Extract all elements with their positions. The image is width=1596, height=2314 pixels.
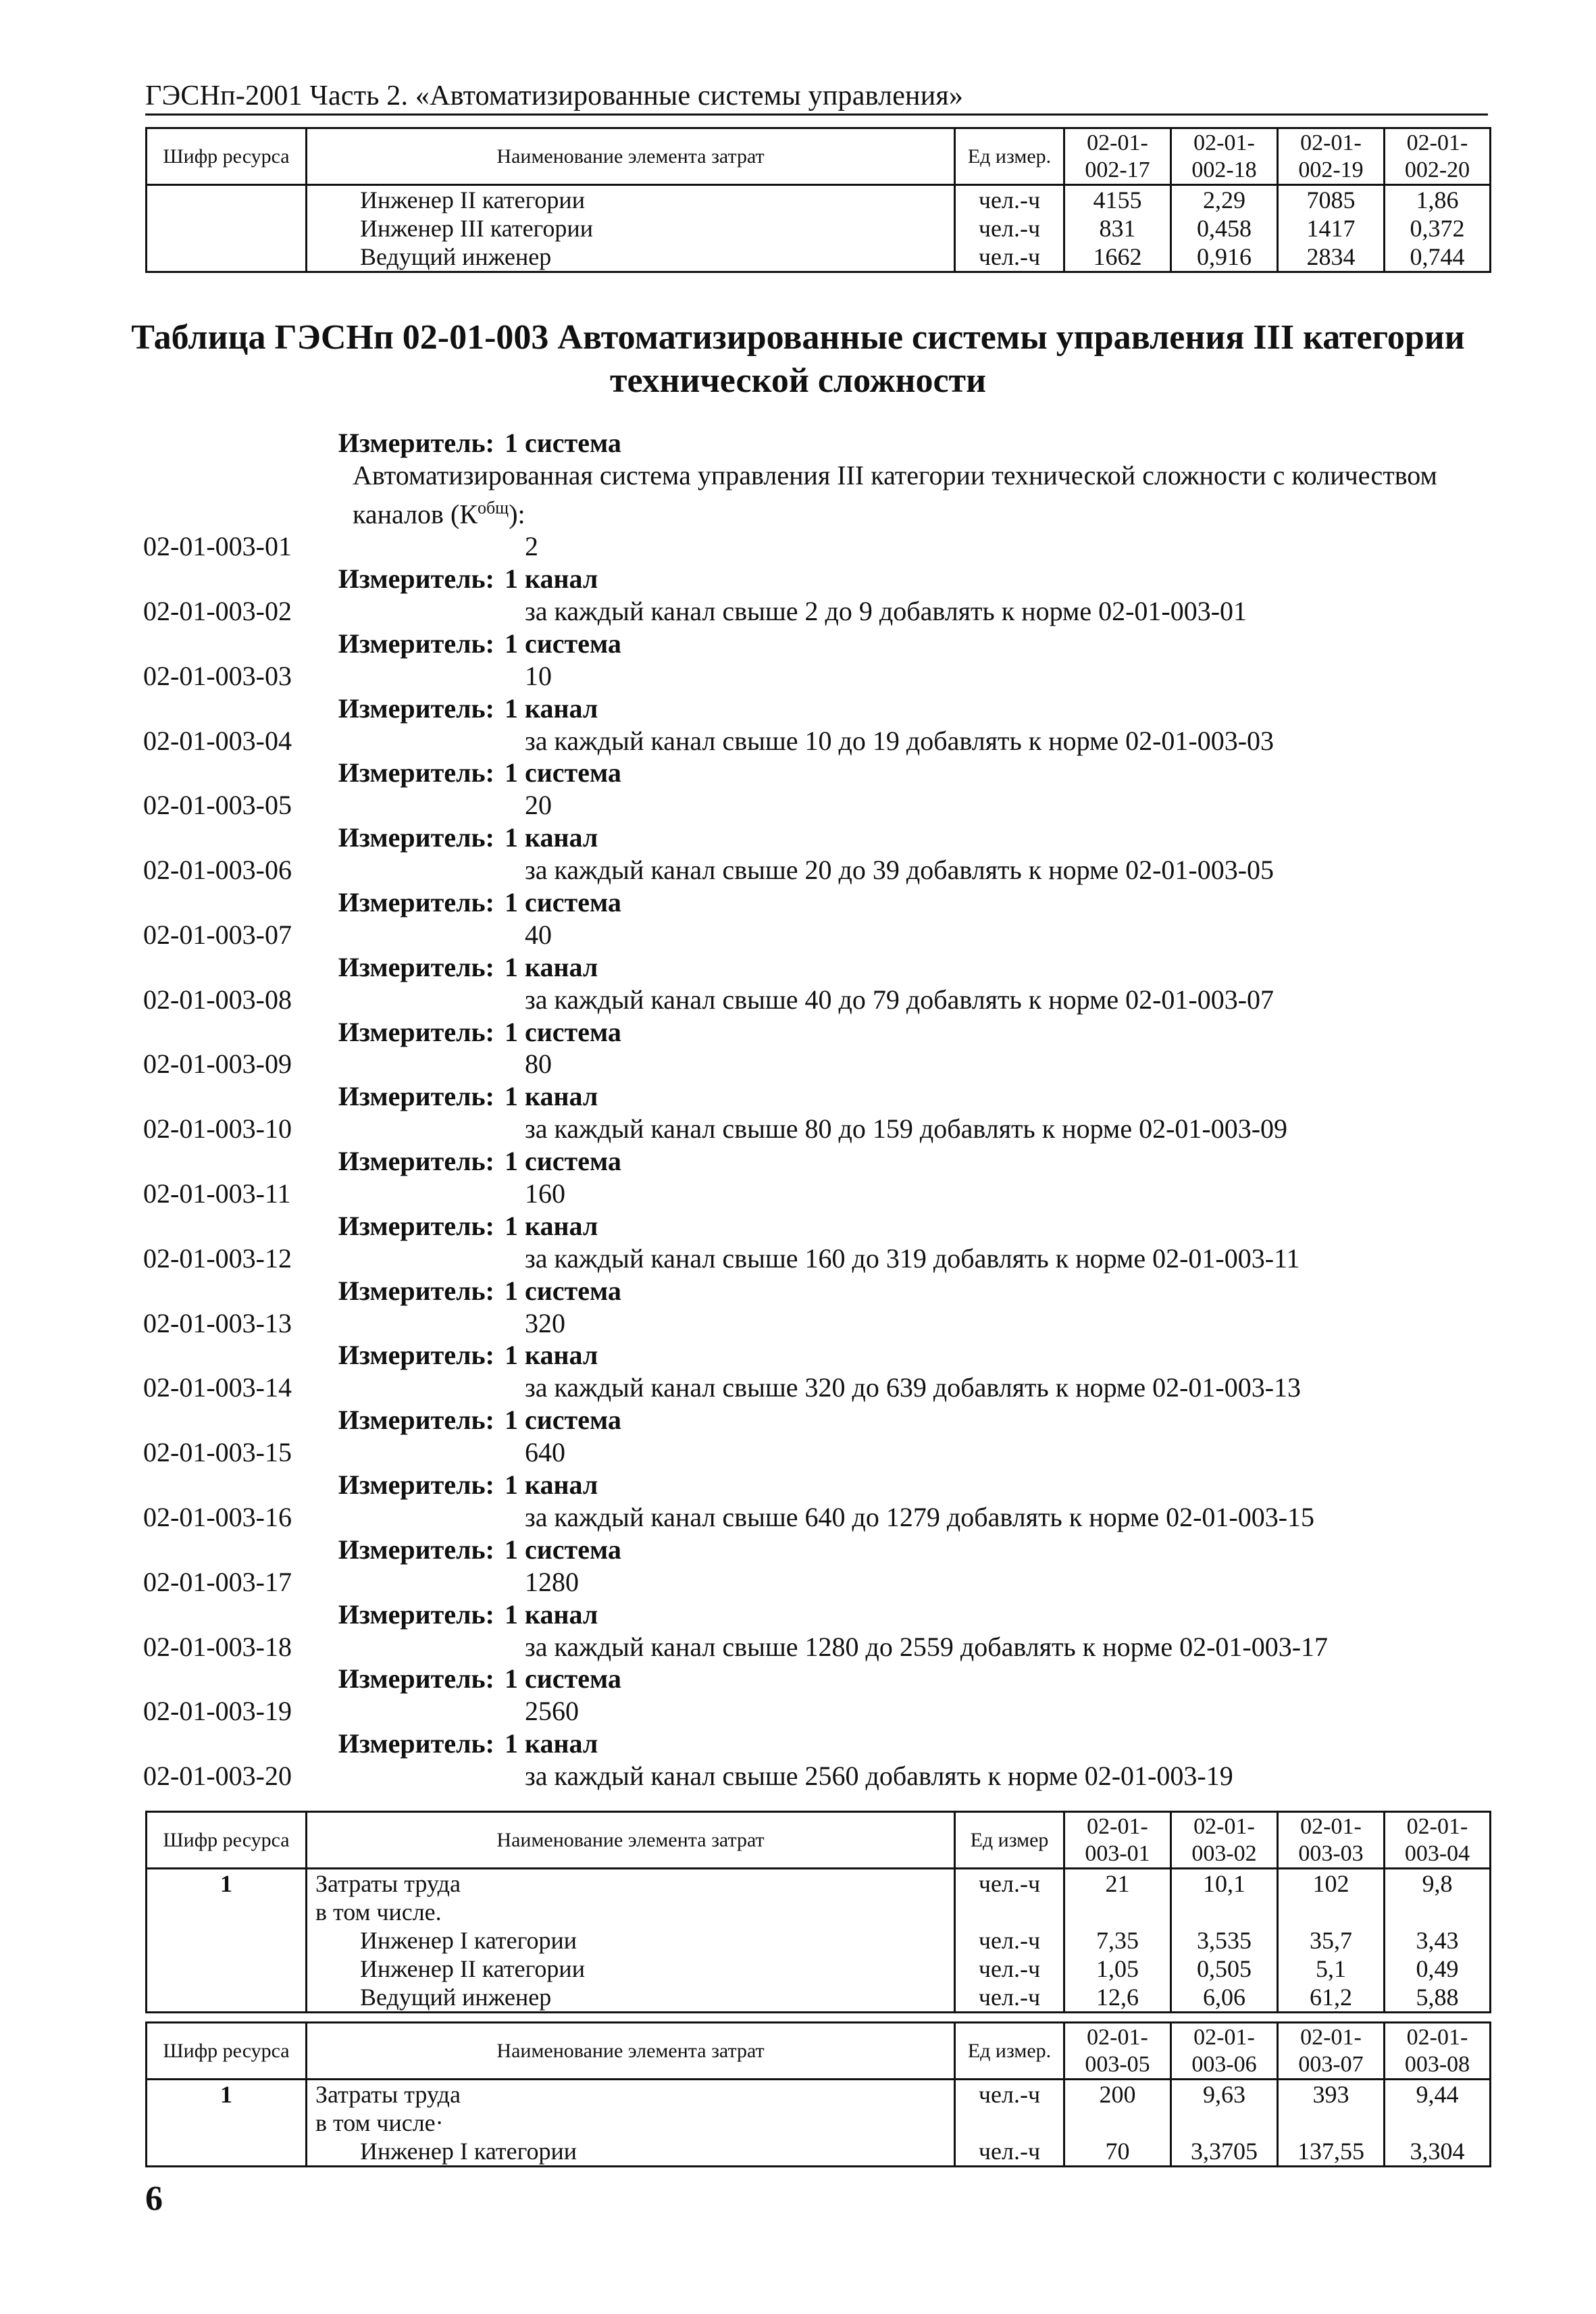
row-name: Затраты труда <box>315 1870 461 1897</box>
norm-row <box>143 984 1508 1016</box>
meter-label: Измеритель: <box>338 1663 494 1694</box>
meter-label: Измеритель: <box>338 1081 494 1112</box>
section-title-line-2: технической сложности <box>609 361 987 400</box>
row-value <box>1279 2109 1383 2137</box>
meter-label: Измеритель: <box>338 757 494 788</box>
meter-row <box>143 1534 1508 1566</box>
row-value: 1,86 <box>1416 186 1459 213</box>
norm-channel-count: 640 <box>525 1437 565 1468</box>
meter-label: Измеритель: <box>338 1469 494 1501</box>
row-name: Инженер I категории <box>360 1927 577 1954</box>
meter-row <box>143 1469 1508 1501</box>
row-unit: чел.-ч <box>978 243 1041 270</box>
row-name: Инженер III категории <box>360 215 593 242</box>
norm-row <box>143 530 1508 563</box>
norm-code: 02-01-003-03 <box>143 660 292 691</box>
col-header-name: Наименование элемента затрат <box>307 2023 955 2080</box>
row-value <box>1172 2109 1277 2137</box>
table-cell-code <box>147 2080 307 2167</box>
norm-code: 02-01-003-13 <box>143 1307 292 1338</box>
row-value: 200 <box>1099 2081 1136 2108</box>
norm-code: 02-01-003-06 <box>143 855 292 886</box>
row-value: 0,505 <box>1197 1955 1252 1982</box>
row-unit <box>956 2109 1063 2137</box>
col-header-unit: Ед измер. <box>955 2023 1064 2080</box>
row-value: 3,535 <box>1197 1927 1252 1954</box>
norm-code: 02-01-003-02 <box>143 596 292 626</box>
table-cell-values-2 <box>1171 1869 1278 2013</box>
row-value: 70 <box>1105 2138 1130 2165</box>
row-value: 9,8 <box>1422 1870 1453 1897</box>
norm-channel-count: 320 <box>525 1307 565 1338</box>
row-value: 0,744 <box>1410 243 1465 270</box>
norm-code: 02-01-003-07 <box>143 919 292 950</box>
meter-label: Измеритель: <box>338 1599 494 1630</box>
row-value: 137,55 <box>1297 2138 1364 2165</box>
meter-label: Измеритель: <box>338 1016 494 1047</box>
meter-value: 1 канал <box>505 1340 598 1371</box>
meter-row <box>143 757 1508 789</box>
meter-value: 1 система <box>505 1016 621 1047</box>
table-cell-values-4 <box>1385 1869 1491 2013</box>
row-value: 7085 <box>1306 186 1356 213</box>
norm-row <box>143 1436 1508 1469</box>
norm-row <box>143 595 1508 628</box>
row-value: 3,43 <box>1416 1927 1459 1954</box>
norm-channel-count: 2 <box>525 531 538 562</box>
table-cell-units <box>955 185 1064 272</box>
norm-description: за каждый канал свыше 80 до 159 добавлять к норме 02-01-003-09 <box>525 1113 1288 1145</box>
meter-value: 1 канал <box>505 563 598 595</box>
col-header-name: Наименование элемента затрат <box>307 128 955 185</box>
meter-label: Измеритель: <box>338 1534 494 1565</box>
meter-value: 1 система <box>505 757 621 788</box>
table-cell-values-2 <box>1171 2080 1278 2167</box>
row-value: 393 <box>1312 2081 1349 2108</box>
norm-code: 02-01-003-10 <box>143 1113 292 1145</box>
norm-intro-text <box>143 459 1508 530</box>
meter-label: Измеритель: <box>338 1275 494 1306</box>
norm-description: за каждый канал свыше 2 до 9 добавлять к норме 02-01-003-01 <box>525 596 1247 626</box>
meter-value: 1 канал <box>505 951 598 982</box>
norm-row <box>143 1178 1508 1210</box>
norm-code: 02-01-003-18 <box>143 1631 292 1662</box>
meter-row <box>143 1663 1508 1695</box>
table-cell-values-4 <box>1385 2080 1491 2167</box>
meter-row <box>143 427 1508 459</box>
norm-description: за каждый канал свыше 20 до 39 добавлять к норме 02-01-003-05 <box>525 855 1275 886</box>
table-cell-values-1 <box>1064 185 1171 272</box>
meter-value: 1 система <box>505 1405 621 1436</box>
resource-code: 1 <box>220 1870 232 1897</box>
row-value <box>1172 1898 1277 1926</box>
row-value: 6,06 <box>1203 1984 1245 2011</box>
meter-value: 1 канал <box>505 1728 598 1759</box>
meter-value: 1 система <box>505 628 621 659</box>
norm-row <box>143 854 1508 886</box>
col-header-code-2: 02-01- 003-06 <box>1171 2023 1278 2080</box>
norms-list <box>143 427 1508 1792</box>
meter-row <box>143 1728 1508 1760</box>
norm-row <box>143 660 1508 693</box>
section-title-line-1: Таблица ГЭСНп 02-01-003 Автоматизированные системы управления III категории <box>131 318 1465 357</box>
header-rule <box>145 114 1488 116</box>
meter-row <box>143 1275 1508 1307</box>
norm-description: за каждый канал свыше 1280 до 2559 добавлять к норме 02-01-003-17 <box>525 1631 1329 1662</box>
table-cell-code <box>147 185 307 272</box>
norm-code: 02-01-003-14 <box>143 1372 292 1403</box>
meter-value: 1 канал <box>505 1469 598 1501</box>
col-header-code: Шифр ресурса <box>147 128 307 185</box>
table-cell-values-1 <box>1064 1869 1171 2013</box>
resource-table-norms-05-08 <box>145 2021 1491 2167</box>
row-value: 5,1 <box>1316 1955 1346 1982</box>
col-header-code-4: 02-01- 003-04 <box>1385 1812 1491 1869</box>
row-value <box>1065 1898 1170 1926</box>
norm-code: 02-01-003-01 <box>143 531 292 562</box>
norm-row <box>143 1566 1508 1599</box>
row-name: в том числе. <box>315 1898 442 1926</box>
col-header-code-2: 02-01- 002-18 <box>1171 128 1278 185</box>
col-header-name: Наименование элемента затрат <box>307 1812 955 1869</box>
meter-row <box>143 951 1508 984</box>
norm-code: 02-01-003-15 <box>143 1437 292 1468</box>
table-cell-values-3 <box>1278 2080 1385 2167</box>
meter-label: Измеритель: <box>338 628 494 659</box>
meter-label: Измеритель: <box>338 1146 494 1177</box>
meter-label: Измеритель: <box>338 428 494 458</box>
row-value: 9,63 <box>1203 2081 1245 2108</box>
col-header-code: Шифр ресурса <box>147 1812 307 1869</box>
norm-code: 02-01-003-05 <box>143 790 292 821</box>
row-value <box>1279 1898 1383 1926</box>
row-value: 0,458 <box>1197 215 1252 242</box>
row-name: в том числе· <box>315 2109 444 2136</box>
meter-label: Измеритель: <box>338 693 494 724</box>
meter-row <box>143 1080 1508 1113</box>
row-value: 10,1 <box>1203 1870 1245 1897</box>
norm-description: за каждый канал свыше 2560 добавлять к норме 02-01-003-19 <box>525 1761 1233 1792</box>
meter-value: 1 канал <box>505 1210 598 1241</box>
col-header-code-1: 02-01- 003-01 <box>1064 1812 1171 1869</box>
norm-code: 02-01-003-11 <box>143 1178 291 1209</box>
resource-code: 1 <box>220 2081 232 2108</box>
row-unit: чел.-ч <box>978 2081 1041 2108</box>
table-cell-units <box>955 2080 1064 2167</box>
norm-row <box>143 1631 1508 1663</box>
meter-value: 1 канал <box>505 693 598 724</box>
row-unit: чел.-ч <box>978 215 1041 242</box>
meter-row <box>143 1210 1508 1242</box>
meter-value: 1 канал <box>505 1081 598 1112</box>
intro-superscript: общ <box>477 497 509 518</box>
row-value: 35,7 <box>1310 1927 1352 1954</box>
col-header-code-1: 02-01- 002-17 <box>1064 128 1171 185</box>
norm-row <box>143 1372 1508 1404</box>
row-unit: чел.-ч <box>978 186 1041 213</box>
norm-channel-count: 10 <box>525 660 552 691</box>
row-value: 9,44 <box>1416 2081 1459 2108</box>
intro-tail: ): <box>509 499 525 530</box>
row-unit: чел.-ч <box>978 1870 1041 1897</box>
col-header-code-3: 02-01- 003-07 <box>1278 2023 1385 2080</box>
row-value: 1417 <box>1306 215 1356 242</box>
section-title <box>0 316 1596 403</box>
meter-value: 1 система <box>505 1146 621 1177</box>
col-header-unit: Ед измер <box>955 1812 1064 1869</box>
table-cell-values-3 <box>1278 1869 1385 2013</box>
row-value: 12,6 <box>1096 1984 1139 2011</box>
norm-description: за каждый канал свыше 320 до 639 добавлять к норме 02-01-003-13 <box>525 1372 1302 1403</box>
col-header-code: Шифр ресурса <box>147 2023 307 2080</box>
row-value: 61,2 <box>1310 1984 1352 2011</box>
meter-label: Измеритель: <box>338 1210 494 1241</box>
table-cell-values-3 <box>1278 185 1385 272</box>
meter-row <box>143 822 1508 854</box>
row-name: Инженер II категории <box>360 186 585 213</box>
norm-row <box>143 1048 1508 1080</box>
row-value: 1662 <box>1093 243 1142 270</box>
row-value: 2834 <box>1306 243 1356 270</box>
meter-label: Измеритель: <box>338 1405 494 1436</box>
meter-label: Измеритель: <box>338 822 494 853</box>
table-cell-code <box>147 1869 307 2013</box>
row-value: 831 <box>1099 215 1136 242</box>
row-unit: чел.-ч <box>978 2138 1041 2165</box>
col-header-code-3: 02-01- 003-03 <box>1278 1812 1385 1869</box>
norm-code: 02-01-003-17 <box>143 1566 292 1597</box>
col-header-code-4: 02-01- 002-20 <box>1385 128 1491 185</box>
row-name: Ведущий инженер <box>360 243 552 270</box>
table-cell-names <box>307 2080 955 2167</box>
row-value: 7,35 <box>1096 1927 1139 1954</box>
meter-label: Измеритель: <box>338 887 494 918</box>
norm-channel-count: 40 <box>525 919 552 950</box>
row-value <box>1385 2109 1489 2137</box>
norm-code: 02-01-003-08 <box>143 984 292 1015</box>
norm-description: за каждый канал свыше 10 до 19 добавлять к норме 02-01-003-03 <box>525 725 1275 756</box>
norm-row <box>143 919 1508 951</box>
row-value: 0,916 <box>1197 243 1252 270</box>
norm-row <box>143 1307 1508 1340</box>
meter-value: 1 система <box>505 428 621 458</box>
table-cell-values-4 <box>1385 185 1491 272</box>
norm-row <box>143 789 1508 822</box>
row-value <box>1065 2109 1170 2137</box>
row-value: 1,05 <box>1096 1955 1139 1982</box>
norm-row <box>143 1113 1508 1145</box>
row-name: Инженер I категории <box>360 2138 577 2165</box>
row-value: 0,49 <box>1416 1955 1459 1982</box>
meter-row <box>143 1404 1508 1436</box>
row-unit: чел.-ч <box>978 1955 1041 1982</box>
norm-code: 02-01-003-04 <box>143 725 292 756</box>
meter-row <box>143 1339 1508 1372</box>
meter-value: 1 система <box>505 887 621 918</box>
meter-value: 1 система <box>505 1275 621 1306</box>
row-name: Затраты труда <box>315 2081 461 2108</box>
norm-channel-count: 2560 <box>525 1696 579 1727</box>
table-cell-names <box>307 1869 955 2013</box>
norm-code: 02-01-003-09 <box>143 1049 292 1080</box>
meter-value: 1 система <box>505 1534 621 1565</box>
norm-description: за каждый канал свыше 40 до 79 добавлять к норме 02-01-003-07 <box>525 984 1275 1015</box>
meter-row <box>143 628 1508 660</box>
resource-table-top <box>145 127 1491 273</box>
norm-channel-count: 20 <box>525 790 552 821</box>
col-header-code-3: 02-01- 002-19 <box>1278 128 1385 185</box>
meter-value: 1 канал <box>505 1599 598 1630</box>
norm-description: за каждый канал свыше 160 до 319 добавлять к норме 02-01-003-11 <box>525 1242 1300 1274</box>
norm-code: 02-01-003-12 <box>143 1242 292 1274</box>
row-unit: чел.-ч <box>978 1927 1041 1954</box>
meter-label: Измеритель: <box>338 1728 494 1759</box>
row-value: 3,304 <box>1410 2138 1465 2165</box>
row-value: 0,372 <box>1410 215 1465 242</box>
meter-label: Измеритель: <box>338 1340 494 1371</box>
norm-code: 02-01-003-19 <box>143 1696 292 1727</box>
row-unit: чел.-ч <box>978 1984 1041 2011</box>
page-number: 6 <box>145 2180 163 2218</box>
running-header: ГЭСНп-2001 Часть 2. «Автоматизированные системы управления» <box>145 80 964 111</box>
meter-row <box>143 1016 1508 1049</box>
norm-row <box>143 1760 1508 1792</box>
norm-channel-count: 160 <box>525 1178 565 1209</box>
row-value: 3,3705 <box>1191 2138 1258 2165</box>
row-name: Ведущий инженер <box>360 1984 552 2011</box>
row-value <box>1385 1898 1489 1926</box>
table-cell-names <box>307 185 955 272</box>
meter-value: 1 канал <box>505 822 598 853</box>
row-unit <box>956 1898 1063 1926</box>
row-value: 102 <box>1312 1870 1349 1897</box>
intro-main: Автоматизированная система управления III категории технической сложности с количеством каналов (К <box>353 459 1437 530</box>
row-name: Инженер II категории <box>360 1955 585 1982</box>
meter-row <box>143 563 1508 595</box>
col-header-unit: Ед измер. <box>955 128 1064 185</box>
norm-code: 02-01-003-20 <box>143 1761 292 1792</box>
meter-row <box>143 693 1508 725</box>
col-header-code-2: 02-01- 003-02 <box>1171 1812 1278 1869</box>
norm-description: за каждый канал свыше 640 до 1279 добавлять к норме 02-01-003-15 <box>525 1501 1315 1532</box>
row-value: 5,88 <box>1416 1984 1459 2011</box>
table-cell-values-1 <box>1064 2080 1171 2167</box>
norm-channel-count: 1280 <box>525 1566 579 1597</box>
col-header-code-4: 02-01- 003-08 <box>1385 2023 1491 2080</box>
meter-label: Измеритель: <box>338 563 494 595</box>
norm-row <box>143 725 1508 757</box>
meter-row <box>143 1599 1508 1631</box>
meter-label: Измеритель: <box>338 951 494 982</box>
col-header-code-1: 02-01- 003-05 <box>1064 2023 1171 2080</box>
norm-row <box>143 1695 1508 1728</box>
row-value: 4155 <box>1093 186 1142 213</box>
norm-code: 02-01-003-16 <box>143 1501 292 1532</box>
resource-table-norms-01-04 <box>145 1811 1491 2013</box>
table-cell-units <box>955 1869 1064 2013</box>
norm-row <box>143 1242 1508 1275</box>
meter-row <box>143 886 1508 919</box>
meter-row <box>143 1145 1508 1178</box>
meter-value: 1 система <box>505 1663 621 1694</box>
row-value: 2,29 <box>1203 186 1245 213</box>
row-value: 21 <box>1105 1870 1130 1897</box>
table-cell-values-2 <box>1171 185 1278 272</box>
norm-row <box>143 1501 1508 1534</box>
norm-channel-count: 80 <box>525 1049 552 1080</box>
